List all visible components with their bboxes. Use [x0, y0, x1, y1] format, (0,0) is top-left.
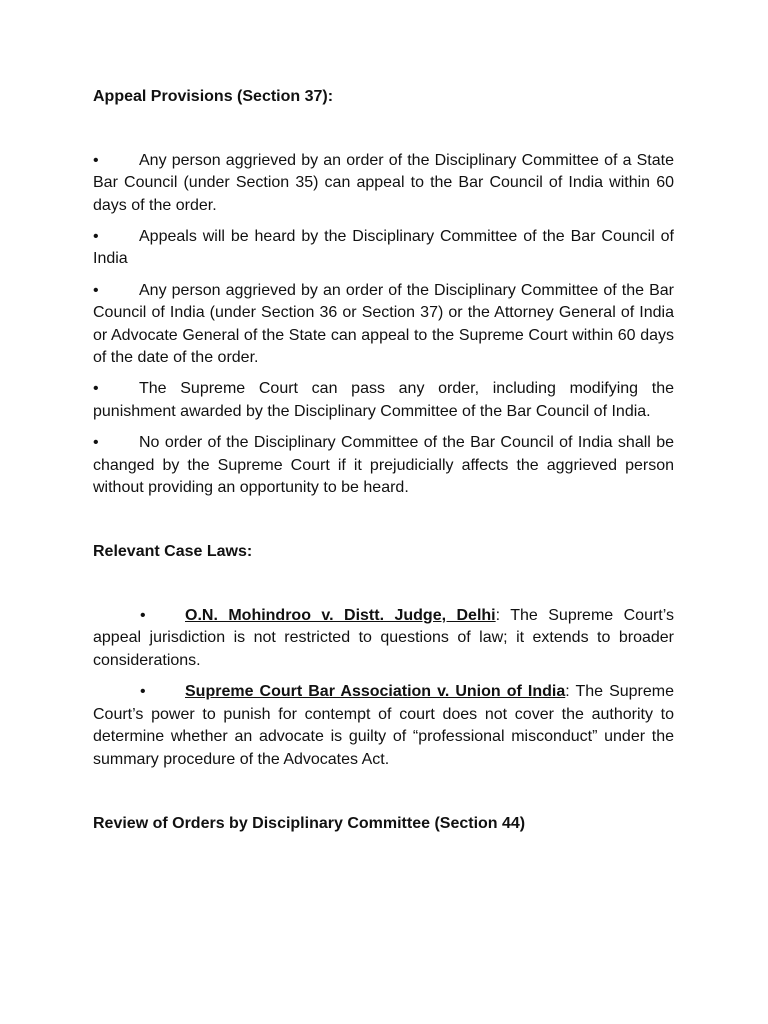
bullet-icon: •: [93, 380, 99, 398]
list-item: [93, 280, 674, 370]
section-heading-case-laws: Relevant Case Laws:: [93, 542, 253, 560]
bullet-icon: •: [93, 434, 99, 452]
case-name: Supreme Court Bar Association v. Union of India: [185, 683, 566, 701]
bullet-icon: •: [93, 281, 99, 299]
section-heading-appeal-provisions: Appeal Provisions (Section 37):: [93, 88, 334, 105]
list-item: [93, 378, 674, 423]
case-name: O.N. Mohindroo v. Distt. Judge, Delhi: [185, 606, 496, 624]
list-item-text: Any person aggrieved by an order of the Disciplinary Committee of the Bar Council of India (under Section 36 or Section 37) or the Attorney General of India or Advocate General of the State can appeal to the Supreme Court within 60 days of the date of the order.: [93, 281, 674, 367]
section-heading-review-of-orders: Review of Orders by Disciplinary Committee (Section 44): [93, 814, 526, 832]
list-item: [93, 150, 674, 218]
case-description: : The Supreme Court’s appeal jurisdiction is not restricted to questions of law; it extends to broader considerations.: [93, 606, 675, 669]
list-item-text: No order of the Disciplinary Committee of the Bar Council of India shall be changed by the Supreme Court if it prejudicially affects the aggrieved person without providing an opportunity to be heard.: [93, 434, 674, 497]
list-item-text: Appeals will be heard by the Disciplinary Committee of the Bar Council of India: [93, 227, 674, 268]
document-body: [93, 86, 674, 835]
list-item-text: The Supreme Court can pass any order, including modifying the punishment awarded by the Disciplinary Committee of the Bar Council of India.: [93, 380, 674, 421]
list-item: [93, 226, 674, 271]
case-law-item: [93, 605, 674, 673]
bullet-icon: •: [140, 606, 146, 624]
bullet-icon: •: [93, 227, 99, 245]
case-description: : The Supreme Court’s power to punish for contempt of court does not cover the authority to determine whether an advocate is guilty of “professional misconduct” under the summary procedure of the Advocates Act.: [93, 683, 674, 769]
list-item: [93, 432, 674, 500]
bullet-icon: •: [93, 151, 99, 169]
case-law-item: [93, 681, 674, 771]
list-item-text: Any person aggrieved by an order of the Disciplinary Committee of a State Bar Council (under Section 35) can appeal to the Bar Council of India within 60 days of the order.: [93, 151, 674, 214]
bullet-icon: •: [140, 683, 146, 701]
